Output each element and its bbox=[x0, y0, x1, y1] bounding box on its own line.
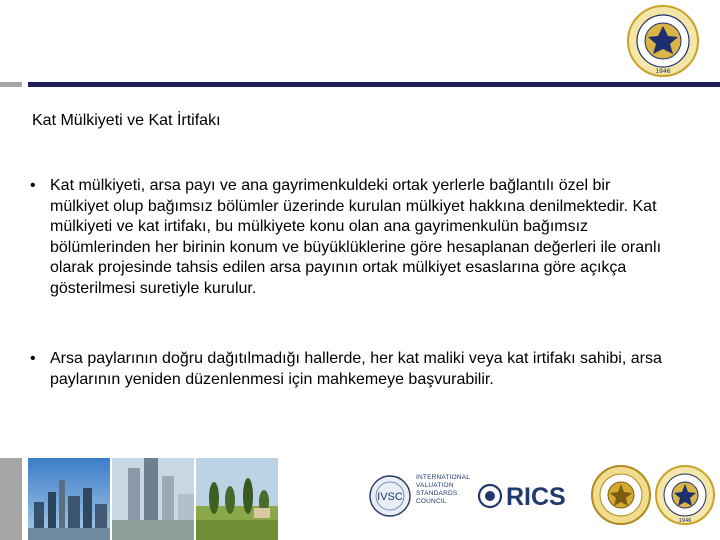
ankara-university-seal-small-icon bbox=[654, 464, 716, 526]
header-bar-grey bbox=[0, 82, 22, 87]
slide-title: Kat Mülkiyeti ve Kat İrtifakı bbox=[32, 112, 221, 129]
bullet-list bbox=[30, 176, 670, 440]
footer-bar-grey bbox=[0, 458, 22, 540]
ankara-university-seal-icon bbox=[626, 4, 700, 78]
city-skyline-photo bbox=[28, 458, 110, 540]
svg-text:IVSC: IVSC bbox=[377, 491, 403, 503]
gold-seal-icon bbox=[590, 464, 652, 526]
bullet-item: • Kat mülkiyeti, arsa payı ve ana gayrimenkuldeki ortak yerlerle bağlantılı özel bir mülkiyet olup bağımsız bölümler üzerinde kurulan mülkiyet hakkına denilmektedir. Kat mülkiyeti ve kat irtifakı, bu mülkiyete konu olan ana gayrimenkulün bağımsız bölümlerinden her birinin konum ve büyüklüklerine göre hesaplanan değerleri ile oranlı olarak projesinde tahsis edilen arsa payının ortak mülkiyet esaslarına göre açıkça gösterilmesi suretiyle kurulur. bbox=[30, 176, 670, 299]
countryside-photo bbox=[196, 458, 278, 540]
rics-logo-icon bbox=[474, 468, 580, 524]
header-bar-navy bbox=[28, 82, 720, 87]
ivsc-wordmark: INTERNATIONAL VALUATION STANDARDS COUNCIL bbox=[416, 474, 471, 505]
svg-text:RICS: RICS bbox=[506, 483, 566, 511]
svg-text:1946: 1946 bbox=[678, 518, 692, 524]
svg-text:1946: 1946 bbox=[655, 68, 671, 75]
towers-photo bbox=[112, 458, 194, 540]
bullet-item: • Arsa paylarının doğru dağıtılmadığı hallerde, her kat maliki veya kat irtifakı sahibi, arsa paylarının yeniden düzenlenmesi için mahkemeye başvurabilir. bbox=[30, 349, 670, 390]
